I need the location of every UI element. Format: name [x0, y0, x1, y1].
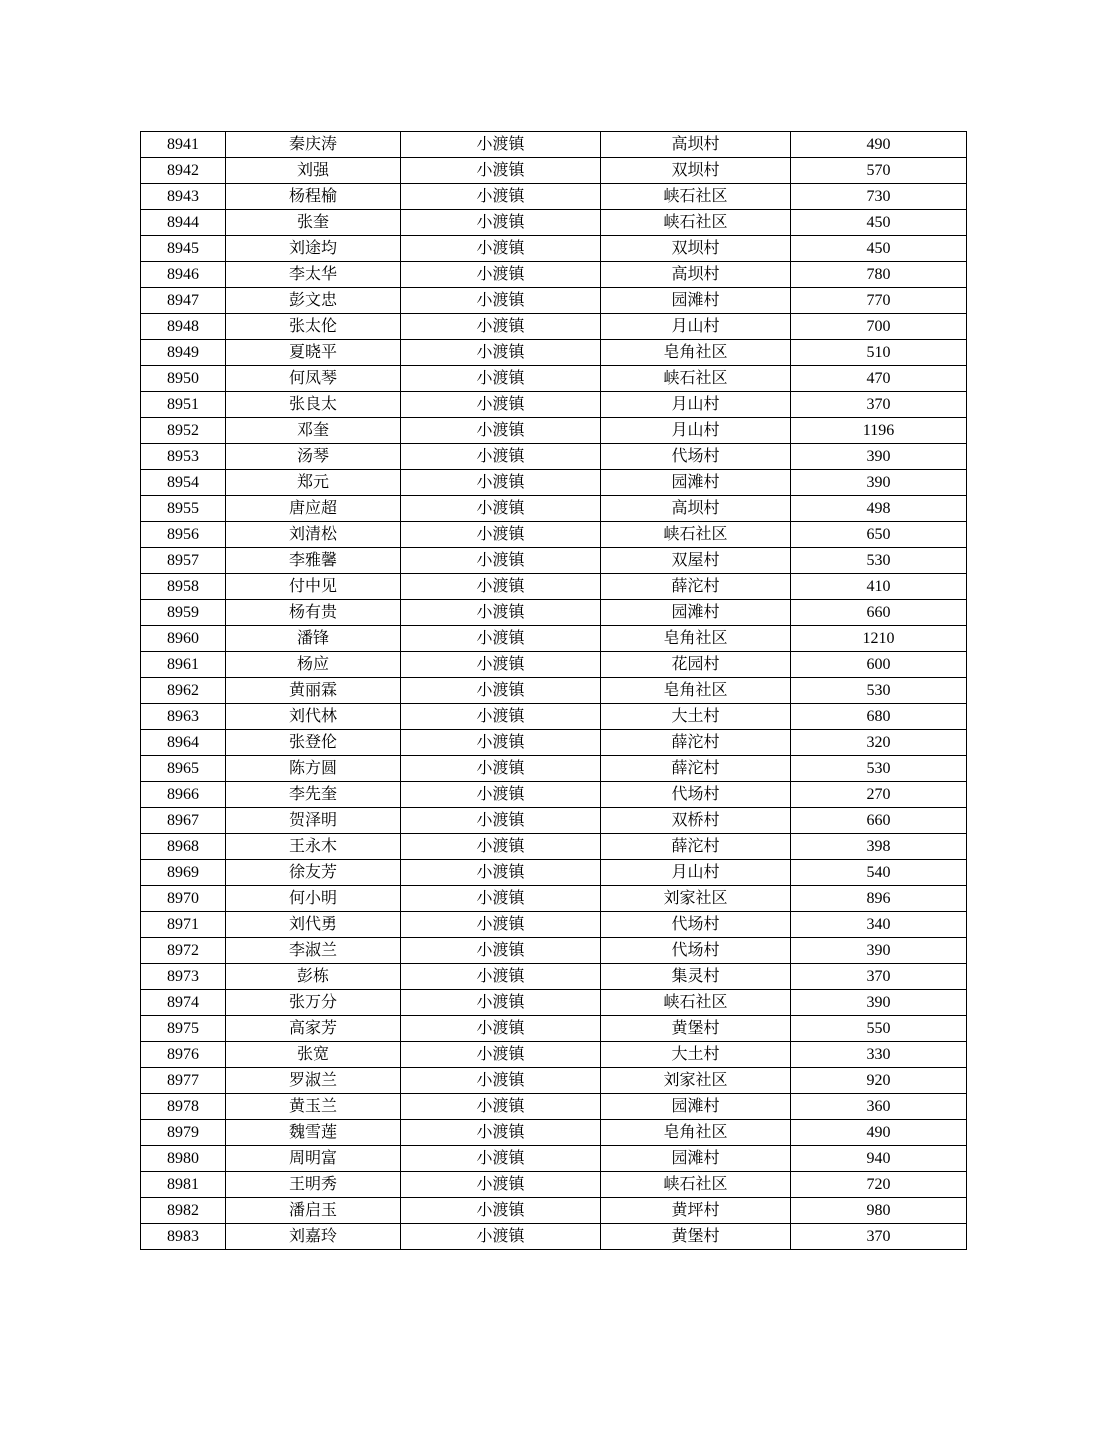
table-cell-id: 8975: [141, 1016, 226, 1042]
table-cell-town: 小渡镇: [401, 314, 601, 340]
table-cell-amount: 360: [791, 1094, 967, 1120]
table-row: [141, 756, 967, 782]
table-cell-name: 贺泽明: [226, 808, 401, 834]
table-cell-id: 8945: [141, 236, 226, 262]
table-cell-id: 8953: [141, 444, 226, 470]
table-cell-id: 8978: [141, 1094, 226, 1120]
table-cell-town: 小渡镇: [401, 730, 601, 756]
table-row: [141, 340, 967, 366]
table-cell-town: 小渡镇: [401, 496, 601, 522]
table-row: [141, 1146, 967, 1172]
table-cell-id: 8973: [141, 964, 226, 990]
table-cell-name: 李先奎: [226, 782, 401, 808]
table-cell-village: 峡石社区: [601, 522, 791, 548]
table-cell-id: 8944: [141, 210, 226, 236]
table-cell-town: 小渡镇: [401, 262, 601, 288]
table-cell-name: 罗淑兰: [226, 1068, 401, 1094]
table-row: [141, 132, 967, 158]
table-cell-town: 小渡镇: [401, 158, 601, 184]
table-cell-amount: 940: [791, 1146, 967, 1172]
table-row: [141, 470, 967, 496]
table-cell-name: 潘锋: [226, 626, 401, 652]
table-cell-village: 薛沱村: [601, 834, 791, 860]
table-cell-id: 8947: [141, 288, 226, 314]
table-row: [141, 808, 967, 834]
table-cell-amount: 660: [791, 808, 967, 834]
table-cell-village: 峡石社区: [601, 184, 791, 210]
table-cell-name: 李雅馨: [226, 548, 401, 574]
table-cell-village: 双坝村: [601, 158, 791, 184]
table-cell-id: 8971: [141, 912, 226, 938]
table-cell-id: 8943: [141, 184, 226, 210]
table-row: [141, 886, 967, 912]
table-cell-village: 园滩村: [601, 288, 791, 314]
table-cell-name: 刘途均: [226, 236, 401, 262]
table-cell-town: 小渡镇: [401, 782, 601, 808]
table-cell-village: 高坝村: [601, 262, 791, 288]
table-row: [141, 574, 967, 600]
table-row: [141, 730, 967, 756]
table-cell-amount: 530: [791, 756, 967, 782]
table-cell-amount: 700: [791, 314, 967, 340]
table-cell-village: 双坝村: [601, 236, 791, 262]
table-cell-town: 小渡镇: [401, 704, 601, 730]
table-cell-name: 刘代勇: [226, 912, 401, 938]
table-cell-amount: 390: [791, 444, 967, 470]
table-cell-amount: 320: [791, 730, 967, 756]
table-cell-village: 皂角社区: [601, 1120, 791, 1146]
table-cell-town: 小渡镇: [401, 886, 601, 912]
table-cell-amount: 370: [791, 964, 967, 990]
table-cell-town: 小渡镇: [401, 340, 601, 366]
table-cell-id: 8966: [141, 782, 226, 808]
table-cell-village: 黄堡村: [601, 1224, 791, 1250]
table-cell-id: 8952: [141, 418, 226, 444]
table-cell-village: 峡石社区: [601, 990, 791, 1016]
table-row: [141, 522, 967, 548]
table-body: [141, 132, 967, 1250]
table-cell-name: 夏晓平: [226, 340, 401, 366]
table-row: [141, 444, 967, 470]
table-row: [141, 626, 967, 652]
table-row: [141, 652, 967, 678]
table-cell-name: 何小明: [226, 886, 401, 912]
table-cell-name: 唐应超: [226, 496, 401, 522]
table-row: [141, 860, 967, 886]
table-cell-amount: 270: [791, 782, 967, 808]
table-cell-id: 8955: [141, 496, 226, 522]
table-row: [141, 1042, 967, 1068]
table-cell-town: 小渡镇: [401, 912, 601, 938]
table-row: [141, 366, 967, 392]
table-cell-id: 8968: [141, 834, 226, 860]
table-row: [141, 678, 967, 704]
table-cell-amount: 450: [791, 236, 967, 262]
table-cell-amount: 410: [791, 574, 967, 600]
table-cell-village: 园滩村: [601, 600, 791, 626]
table-cell-amount: 330: [791, 1042, 967, 1068]
table-cell-amount: 450: [791, 210, 967, 236]
table-cell-village: 薛沱村: [601, 756, 791, 782]
table-cell-village: 代场村: [601, 444, 791, 470]
table-cell-name: 刘清松: [226, 522, 401, 548]
table-cell-town: 小渡镇: [401, 678, 601, 704]
table-cell-town: 小渡镇: [401, 392, 601, 418]
table-row: [141, 392, 967, 418]
table-cell-id: 8957: [141, 548, 226, 574]
table-row: [141, 262, 967, 288]
table-row: [141, 418, 967, 444]
table-cell-name: 彭栋: [226, 964, 401, 990]
table-row: [141, 912, 967, 938]
table-cell-town: 小渡镇: [401, 808, 601, 834]
table-cell-name: 彭文忠: [226, 288, 401, 314]
table-cell-name: 秦庆涛: [226, 132, 401, 158]
table-cell-id: 8956: [141, 522, 226, 548]
table-cell-town: 小渡镇: [401, 938, 601, 964]
table-cell-town: 小渡镇: [401, 1146, 601, 1172]
table-cell-amount: 540: [791, 860, 967, 886]
table-cell-amount: 780: [791, 262, 967, 288]
table-cell-name: 刘嘉玲: [226, 1224, 401, 1250]
table-cell-amount: 510: [791, 340, 967, 366]
table-cell-town: 小渡镇: [401, 990, 601, 1016]
table-cell-town: 小渡镇: [401, 1068, 601, 1094]
table-cell-village: 集灵村: [601, 964, 791, 990]
table-row: [141, 1094, 967, 1120]
table-cell-town: 小渡镇: [401, 574, 601, 600]
table-cell-amount: 530: [791, 548, 967, 574]
table-cell-village: 园滩村: [601, 1094, 791, 1120]
table-row: [141, 314, 967, 340]
table-cell-amount: 340: [791, 912, 967, 938]
table-cell-village: 双桥村: [601, 808, 791, 834]
roster-table-container: [140, 131, 966, 1250]
table-cell-village: 黄坪村: [601, 1198, 791, 1224]
table-cell-town: 小渡镇: [401, 1172, 601, 1198]
table-cell-amount: 370: [791, 1224, 967, 1250]
table-row: [141, 1068, 967, 1094]
table-row: [141, 184, 967, 210]
table-cell-name: 杨有贵: [226, 600, 401, 626]
table-cell-id: 8981: [141, 1172, 226, 1198]
table-cell-village: 月山村: [601, 860, 791, 886]
table-cell-name: 张宽: [226, 1042, 401, 1068]
table-cell-name: 张登伦: [226, 730, 401, 756]
table-cell-name: 周明富: [226, 1146, 401, 1172]
table-row: [141, 496, 967, 522]
table-cell-amount: 470: [791, 366, 967, 392]
table-cell-id: 8948: [141, 314, 226, 340]
table-cell-town: 小渡镇: [401, 1224, 601, 1250]
table-cell-name: 黄玉兰: [226, 1094, 401, 1120]
table-cell-name: 刘代林: [226, 704, 401, 730]
table-cell-amount: 390: [791, 470, 967, 496]
table-cell-amount: 1196: [791, 418, 967, 444]
table-cell-town: 小渡镇: [401, 210, 601, 236]
table-cell-name: 王明秀: [226, 1172, 401, 1198]
table-row: [141, 938, 967, 964]
table-row: [141, 704, 967, 730]
table-row: [141, 210, 967, 236]
table-row: [141, 158, 967, 184]
table-cell-id: 8974: [141, 990, 226, 1016]
table-cell-amount: 398: [791, 834, 967, 860]
table-cell-id: 8976: [141, 1042, 226, 1068]
table-cell-id: 8980: [141, 1146, 226, 1172]
table-cell-town: 小渡镇: [401, 600, 601, 626]
table-cell-name: 张奎: [226, 210, 401, 236]
table-cell-amount: 490: [791, 132, 967, 158]
table-cell-village: 高坝村: [601, 496, 791, 522]
table-cell-town: 小渡镇: [401, 1094, 601, 1120]
table-cell-village: 皂角社区: [601, 626, 791, 652]
table-cell-id: 8969: [141, 860, 226, 886]
table-cell-id: 8970: [141, 886, 226, 912]
table-cell-amount: 530: [791, 678, 967, 704]
table-cell-village: 刘家社区: [601, 886, 791, 912]
table-cell-amount: 680: [791, 704, 967, 730]
table-cell-village: 双屋村: [601, 548, 791, 574]
table-row: [141, 288, 967, 314]
table-cell-name: 邓奎: [226, 418, 401, 444]
table-cell-town: 小渡镇: [401, 834, 601, 860]
table-cell-village: 刘家社区: [601, 1068, 791, 1094]
table-cell-name: 王永木: [226, 834, 401, 860]
table-cell-id: 8983: [141, 1224, 226, 1250]
table-cell-village: 峡石社区: [601, 1172, 791, 1198]
table-cell-id: 8951: [141, 392, 226, 418]
table-cell-town: 小渡镇: [401, 132, 601, 158]
table-cell-amount: 370: [791, 392, 967, 418]
table-cell-name: 陈方圆: [226, 756, 401, 782]
table-cell-village: 代场村: [601, 912, 791, 938]
table-cell-name: 高家芳: [226, 1016, 401, 1042]
table-row: [141, 1198, 967, 1224]
table-cell-id: 8946: [141, 262, 226, 288]
table-cell-village: 峡石社区: [601, 210, 791, 236]
table-cell-name: 何凤琴: [226, 366, 401, 392]
table-cell-village: 月山村: [601, 314, 791, 340]
table-cell-town: 小渡镇: [401, 652, 601, 678]
table-cell-town: 小渡镇: [401, 470, 601, 496]
table-cell-name: 杨应: [226, 652, 401, 678]
table-cell-name: 李太华: [226, 262, 401, 288]
table-cell-id: 8949: [141, 340, 226, 366]
table-cell-village: 峡石社区: [601, 366, 791, 392]
table-cell-village: 大土村: [601, 1042, 791, 1068]
table-cell-village: 花园村: [601, 652, 791, 678]
table-cell-town: 小渡镇: [401, 860, 601, 886]
table-cell-name: 张良太: [226, 392, 401, 418]
table-row: [141, 1172, 967, 1198]
table-cell-name: 李淑兰: [226, 938, 401, 964]
table-cell-town: 小渡镇: [401, 626, 601, 652]
table-row: [141, 1120, 967, 1146]
table-cell-amount: 720: [791, 1172, 967, 1198]
table-cell-town: 小渡镇: [401, 1042, 601, 1068]
table-cell-town: 小渡镇: [401, 548, 601, 574]
table-cell-village: 高坝村: [601, 132, 791, 158]
table-cell-village: 代场村: [601, 782, 791, 808]
table-cell-id: 8954: [141, 470, 226, 496]
table-row: [141, 964, 967, 990]
table-cell-id: 8941: [141, 132, 226, 158]
table-cell-amount: 896: [791, 886, 967, 912]
table-cell-village: 薛沱村: [601, 574, 791, 600]
table-row: [141, 548, 967, 574]
table-cell-village: 皂角社区: [601, 340, 791, 366]
table-cell-amount: 770: [791, 288, 967, 314]
roster-table: [140, 131, 967, 1250]
table-cell-id: 8961: [141, 652, 226, 678]
table-cell-town: 小渡镇: [401, 522, 601, 548]
table-cell-id: 8965: [141, 756, 226, 782]
table-cell-amount: 390: [791, 938, 967, 964]
table-cell-amount: 920: [791, 1068, 967, 1094]
table-row: [141, 1224, 967, 1250]
table-cell-id: 8964: [141, 730, 226, 756]
table-cell-amount: 390: [791, 990, 967, 1016]
table-cell-amount: 498: [791, 496, 967, 522]
table-cell-town: 小渡镇: [401, 1198, 601, 1224]
table-cell-name: 张万分: [226, 990, 401, 1016]
table-cell-name: 徐友芳: [226, 860, 401, 886]
table-cell-town: 小渡镇: [401, 288, 601, 314]
table-cell-name: 张太伦: [226, 314, 401, 340]
table-cell-village: 皂角社区: [601, 678, 791, 704]
table-cell-town: 小渡镇: [401, 184, 601, 210]
table-cell-amount: 600: [791, 652, 967, 678]
table-cell-village: 大土村: [601, 704, 791, 730]
table-cell-village: 月山村: [601, 392, 791, 418]
table-row: [141, 782, 967, 808]
table-cell-name: 刘强: [226, 158, 401, 184]
table-cell-name: 黄丽霖: [226, 678, 401, 704]
table-cell-town: 小渡镇: [401, 366, 601, 392]
table-cell-name: 付中见: [226, 574, 401, 600]
table-cell-town: 小渡镇: [401, 418, 601, 444]
table-cell-id: 8972: [141, 938, 226, 964]
table-cell-id: 8977: [141, 1068, 226, 1094]
table-cell-village: 月山村: [601, 418, 791, 444]
table-cell-name: 汤琴: [226, 444, 401, 470]
table-cell-id: 8962: [141, 678, 226, 704]
table-cell-town: 小渡镇: [401, 756, 601, 782]
table-cell-id: 8979: [141, 1120, 226, 1146]
table-cell-amount: 570: [791, 158, 967, 184]
table-cell-town: 小渡镇: [401, 1120, 601, 1146]
table-row: [141, 600, 967, 626]
table-cell-village: 代场村: [601, 938, 791, 964]
table-cell-id: 8967: [141, 808, 226, 834]
table-cell-name: 魏雪莲: [226, 1120, 401, 1146]
table-cell-village: 薛沱村: [601, 730, 791, 756]
table-cell-id: 8950: [141, 366, 226, 392]
table-cell-amount: 650: [791, 522, 967, 548]
table-cell-amount: 730: [791, 184, 967, 210]
table-row: [141, 834, 967, 860]
table-cell-village: 黄堡村: [601, 1016, 791, 1042]
table-cell-village: 园滩村: [601, 1146, 791, 1172]
table-row: [141, 1016, 967, 1042]
table-cell-town: 小渡镇: [401, 444, 601, 470]
table-cell-name: 潘启玉: [226, 1198, 401, 1224]
table-cell-id: 8982: [141, 1198, 226, 1224]
table-cell-name: 杨程榆: [226, 184, 401, 210]
table-cell-amount: 490: [791, 1120, 967, 1146]
table-cell-name: 郑元: [226, 470, 401, 496]
table-row: [141, 236, 967, 262]
table-cell-id: 8942: [141, 158, 226, 184]
table-cell-id: 8963: [141, 704, 226, 730]
table-cell-town: 小渡镇: [401, 236, 601, 262]
table-cell-amount: 1210: [791, 626, 967, 652]
table-cell-amount: 660: [791, 600, 967, 626]
table-cell-id: 8960: [141, 626, 226, 652]
table-cell-town: 小渡镇: [401, 1016, 601, 1042]
table-row: [141, 990, 967, 1016]
table-cell-amount: 980: [791, 1198, 967, 1224]
table-cell-town: 小渡镇: [401, 964, 601, 990]
table-cell-id: 8959: [141, 600, 226, 626]
table-cell-amount: 550: [791, 1016, 967, 1042]
table-cell-id: 8958: [141, 574, 226, 600]
table-cell-village: 园滩村: [601, 470, 791, 496]
